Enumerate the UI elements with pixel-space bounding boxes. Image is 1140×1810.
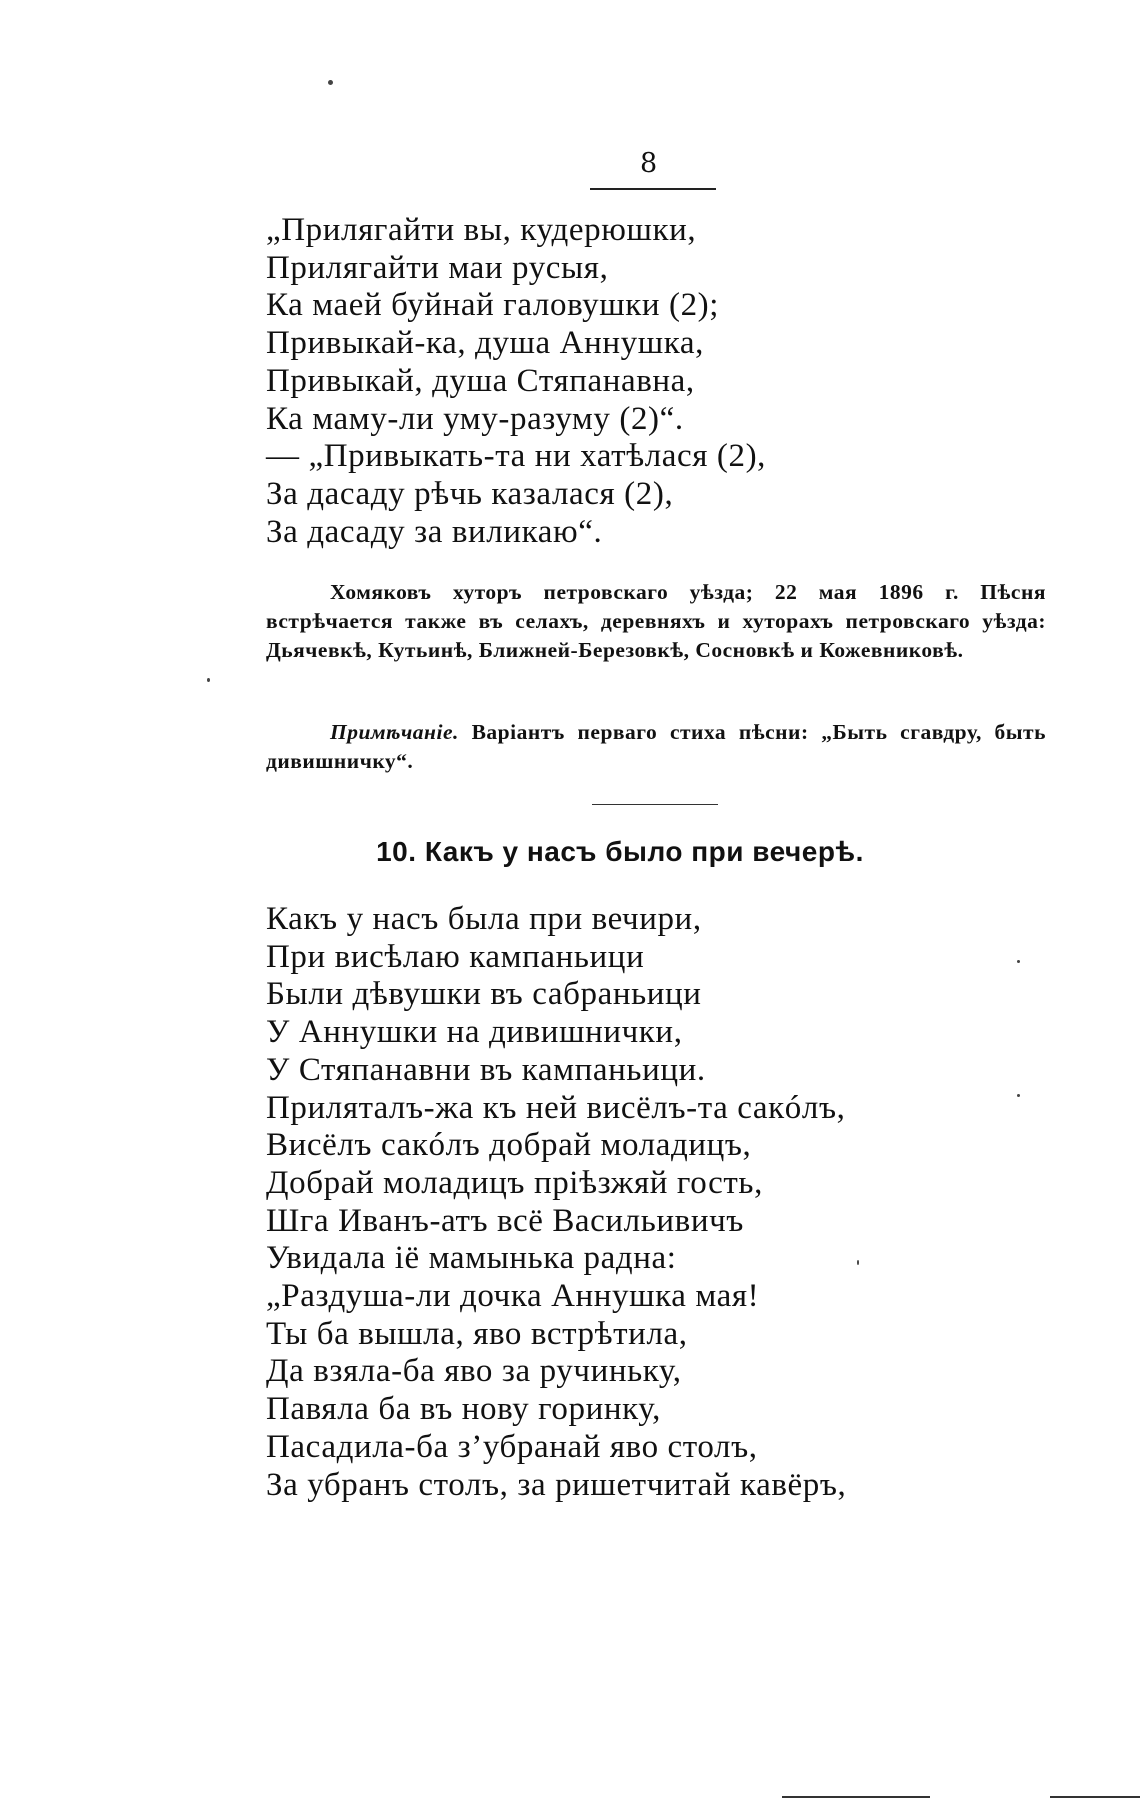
- page-number: 8: [640, 148, 658, 179]
- verse-line: Прилятaлъ-жа къ ней висёлъ-та сакóлъ,: [266, 1089, 846, 1126]
- verse-line: У Аннушки на дивишнички,: [266, 1014, 683, 1051]
- verse-line: „Раздуша-ли дочка Аннушка мая!: [266, 1278, 760, 1315]
- footer-rule-right: [1050, 1796, 1140, 1798]
- verse-block-2: [266, 901, 966, 1504]
- verse-block-1: [266, 212, 966, 551]
- verse-line: Ка маей буйнай галовушки (2);: [266, 287, 720, 324]
- section-heading: 10. Какъ у насъ было при вечерѣ.: [376, 836, 864, 867]
- verse-line: За дасаду за виликаю“.: [266, 513, 603, 550]
- verse-line: За дасаду рѣчь казалася (2),: [266, 475, 674, 512]
- verse-line: Прилягайти маи русыя,: [266, 249, 609, 286]
- verse-line: Привыкай, душа Стяпанавна,: [266, 362, 695, 399]
- verse-line: — „Привыкать-та ни хатѣлася (2),: [266, 438, 767, 475]
- source-note: Хомяковъ хуторъ петровскаго уѣзда; 22 мая 1896 г. Пѣсня встрѣчается также въ селахъ, деревняхъ и хуторахъ петровскаго уѣзда: Дьячевкѣ, Кутьинѣ, Ближней-Березовкѣ, Сосновкѣ и Кожевниковѣ.: [266, 580, 1046, 662]
- scan-speck: [328, 80, 333, 85]
- verse-line: Увидала іё мамынька радна:: [266, 1240, 677, 1277]
- verse-line: Ты ба вышла, яво встрѣтила,: [266, 1315, 688, 1352]
- scan-speck: [1017, 1094, 1020, 1097]
- verse-line: При висѣлаю кампаньици: [266, 938, 645, 975]
- verse-line: Ка маму-ли уму-разуму (2)“.: [266, 400, 684, 437]
- verse-line: Висёлъ сакóлъ добрай моладицъ,: [266, 1127, 752, 1164]
- remark-text: Варіантъ перваго стиха пѣсни: „Быть сгавдру, быть дивишничку“.: [266, 720, 1046, 773]
- remark-note: [266, 718, 1046, 776]
- verse-line: Пасадила-ба з’убранай яво столъ,: [266, 1428, 758, 1465]
- verse-line: Добрай моладицъ пріѣзжяй гость,: [266, 1164, 763, 1201]
- verse-line: У Стяпанавни въ кампаньици.: [266, 1051, 706, 1088]
- scan-speck: [1017, 960, 1020, 963]
- verse-line: Привыкай-ка, душа Аннушка,: [266, 325, 704, 362]
- verse-line: Шга Иванъ-атъ всё Васильивичъ: [266, 1202, 744, 1239]
- verse-line: Были дѣвушки въ сабраньици: [266, 976, 702, 1013]
- verse-line: „Прилягайти вы, кудерюшки,: [266, 212, 697, 248]
- footer-rule-left: [782, 1796, 930, 1798]
- remark-label: Примѣчаніе.: [330, 720, 459, 744]
- verse-line: За убранъ столъ, за ришетчитай кавёръ,: [266, 1466, 847, 1503]
- verse-line: Какъ у насъ была при вечири,: [266, 901, 702, 937]
- section-divider: [592, 804, 718, 805]
- verse-line: Да взяла-ба яво за ручиньку,: [266, 1353, 682, 1390]
- header-rule: [590, 188, 716, 190]
- scan-speck: [857, 1260, 859, 1265]
- scan-speck: [207, 678, 210, 682]
- verse-line: Павяла ба въ нову горинку,: [266, 1391, 661, 1428]
